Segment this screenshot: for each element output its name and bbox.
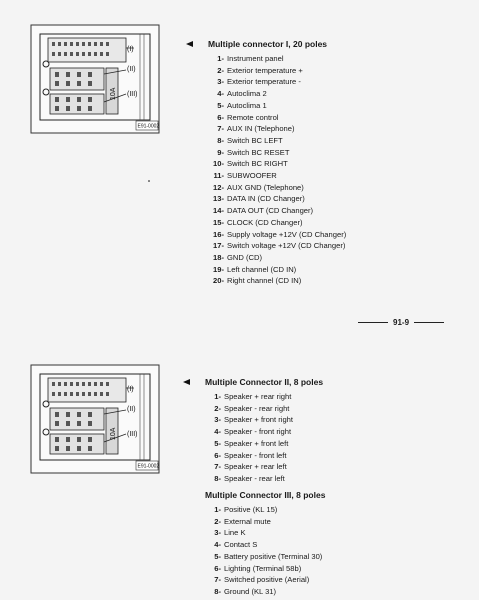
- pin-item: [208, 112, 346, 124]
- pin-item: [205, 504, 325, 516]
- callout-III: (III): [127, 431, 138, 438]
- pin-label: Speaker + rear right: [224, 392, 292, 401]
- pin-label: GND (CD): [227, 252, 263, 262]
- pin-number: 10 -: [208, 158, 224, 170]
- pin-number: 17 -: [208, 240, 224, 252]
- pin-label: AUX GND (Telephone): [227, 182, 304, 192]
- pin-label: Switch BC LEFT: [227, 135, 283, 145]
- pin-label: SUBWOOFER: [227, 171, 277, 181]
- pin-item: [208, 147, 346, 159]
- pin-item: [208, 264, 346, 276]
- page-number: 91-9: [393, 318, 410, 327]
- pin-label: Instrument panel: [227, 54, 284, 63]
- pin-label: External mute: [224, 516, 271, 526]
- rule-left: [358, 322, 388, 323]
- callout-I: (I): [127, 46, 134, 53]
- pin-number: 5 -: [208, 100, 224, 112]
- connector-2-heading: Multiple Connector II, 8 poles: [205, 377, 324, 387]
- pin-number: 6 -: [208, 112, 224, 124]
- pin-label: Autoclima 1: [227, 100, 267, 110]
- figure-ref-code: E91-0002: [137, 463, 160, 470]
- pin-label: Autoclima 2: [227, 89, 267, 99]
- pin-item: [205, 461, 323, 473]
- pin-number: 8 -: [208, 135, 224, 147]
- pin-item: [208, 229, 346, 241]
- connector-diagram-2: [30, 364, 160, 474]
- pin-number: 3 -: [205, 527, 221, 539]
- pin-item: [208, 182, 346, 194]
- pin-number: 4 -: [205, 426, 221, 438]
- pin-item: [208, 88, 346, 100]
- pin-label: Line K: [224, 528, 246, 538]
- pin-item: [205, 539, 325, 551]
- rule-right: [414, 322, 444, 323]
- scan-speck: [148, 180, 150, 182]
- connector-3-section: [205, 490, 325, 598]
- pin-label: Contact S: [224, 540, 258, 550]
- pin-label: Speaker - rear left: [224, 473, 285, 483]
- pin-label: Positive (KL 15): [224, 505, 278, 514]
- pin-item: [205, 450, 323, 462]
- callout-II: (II): [127, 66, 136, 73]
- pin-number: 7 -: [205, 574, 221, 586]
- pin-label: Speaker + front left: [224, 438, 289, 448]
- pin-label: Speaker - rear right: [224, 403, 290, 413]
- pin-item: [208, 193, 346, 205]
- pin-item: [205, 574, 325, 586]
- pin-number: 1 -: [208, 53, 224, 65]
- radio-rear-illustration: [30, 24, 160, 134]
- connector-2-section: [205, 377, 323, 485]
- pin-label: Switch voltage +12V (CD Changer): [227, 241, 346, 251]
- connector-1-heading: Multiple connector I, 20 poles: [208, 39, 328, 49]
- pin-label: CLOCK (CD Changer): [227, 217, 303, 227]
- radio-rear-illustration: [30, 364, 160, 474]
- pointer-arrow-icon: [183, 379, 190, 385]
- pin-label: Right channel (CD IN): [227, 276, 302, 286]
- pin-item: [208, 123, 346, 135]
- pin-item: [208, 53, 346, 65]
- pin-number: 9 -: [208, 147, 224, 159]
- pin-item: [205, 551, 325, 563]
- pin-number: 3 -: [208, 76, 224, 88]
- pin-item: [208, 252, 346, 264]
- pin-number: 4 -: [205, 539, 221, 551]
- pointer-arrow-icon: [186, 41, 193, 47]
- callout-II: (II): [127, 406, 136, 413]
- pin-number: 7 -: [205, 461, 221, 473]
- pin-label: Supply voltage +12V (CD Changer): [227, 229, 347, 239]
- pin-number: 5 -: [205, 551, 221, 563]
- pin-item: [205, 586, 325, 598]
- pin-number: 2 -: [205, 403, 221, 415]
- pin-number: 13 -: [208, 193, 224, 205]
- pin-label: Switched positive (Aerial): [224, 575, 310, 585]
- pin-item: [208, 65, 346, 77]
- pin-label: Ground (KL 31): [224, 586, 277, 596]
- pin-item: [208, 135, 346, 147]
- pin-item: [208, 158, 346, 170]
- pin-label: Remote control: [227, 112, 279, 122]
- pin-number: 18 -: [208, 252, 224, 264]
- pin-label: Speaker + front right: [224, 415, 294, 425]
- pin-label: Lighting (Terminal 58b): [224, 563, 302, 573]
- pin-item: [205, 563, 325, 575]
- page-number-bar: [358, 318, 444, 327]
- pin-item: [208, 275, 346, 287]
- pin-item: [208, 240, 346, 252]
- pin-number: 1 -: [205, 504, 221, 516]
- pin-item: [205, 403, 323, 415]
- connector-diagram-1: [30, 24, 160, 134]
- pin-number: 7 -: [208, 123, 224, 135]
- pin-item: [208, 205, 346, 217]
- connector-1-pin-list: [208, 53, 346, 287]
- pin-item: [205, 527, 325, 539]
- pin-label: Exterior temperature +: [227, 65, 303, 75]
- pin-item: [205, 414, 323, 426]
- pin-item: [205, 438, 323, 450]
- pin-number: 8 -: [205, 586, 221, 598]
- pin-number: 19 -: [208, 264, 224, 276]
- pin-label: Switch BC RIGHT: [227, 159, 288, 169]
- pin-number: 2 -: [205, 516, 221, 528]
- pin-number: 3 -: [205, 414, 221, 426]
- fuse-label: 10A: [110, 87, 117, 100]
- pin-number: 5 -: [205, 438, 221, 450]
- pin-number: 1 -: [205, 391, 221, 403]
- pin-label: DATA OUT (CD Changer): [227, 206, 314, 216]
- pin-label: Speaker - front left: [224, 450, 287, 460]
- pin-label: Exterior temperature -: [227, 77, 301, 87]
- pin-item: [205, 391, 323, 403]
- connector-3-heading: Multiple Connector III, 8 poles: [205, 490, 326, 500]
- pin-item: [208, 100, 346, 112]
- pin-number: 4 -: [208, 88, 224, 100]
- pin-number: 12 -: [208, 182, 224, 194]
- fuse-label: 10A: [110, 427, 117, 440]
- pin-label: Speaker + rear left: [224, 462, 287, 472]
- pin-number: 16 -: [208, 229, 224, 241]
- pin-label: Battery positive (Terminal 30): [224, 551, 323, 561]
- pin-number: 8 -: [205, 473, 221, 485]
- pin-number: 20 -: [208, 275, 224, 287]
- pin-label: Left channel (CD IN): [227, 264, 297, 274]
- pin-item: [205, 516, 325, 528]
- pin-item: [208, 76, 346, 88]
- pin-item: [205, 473, 323, 485]
- pin-item: [208, 170, 346, 182]
- figure-ref-code: E91-0002: [137, 123, 160, 130]
- pin-item: [208, 217, 346, 229]
- pin-item: [205, 426, 323, 438]
- pin-number: 15 -: [208, 217, 224, 229]
- callout-III: (III): [127, 91, 138, 98]
- connector-2-pin-list: [205, 391, 323, 485]
- pin-label: DATA IN (CD Changer): [227, 194, 305, 204]
- pin-number: 11 -: [208, 170, 224, 182]
- pin-label: Speaker - front right: [224, 427, 292, 437]
- pin-number: 6 -: [205, 563, 221, 575]
- pin-label: Switch BC RESET: [227, 147, 290, 157]
- connector-3-pin-list: [205, 504, 325, 598]
- pin-number: 2 -: [208, 65, 224, 77]
- pin-number: 14 -: [208, 205, 224, 217]
- connector-1-section: [208, 39, 346, 287]
- pin-label: AUX IN (Telephone): [227, 124, 295, 134]
- callout-I: (I): [127, 386, 134, 393]
- pin-number: 6 -: [205, 450, 221, 462]
